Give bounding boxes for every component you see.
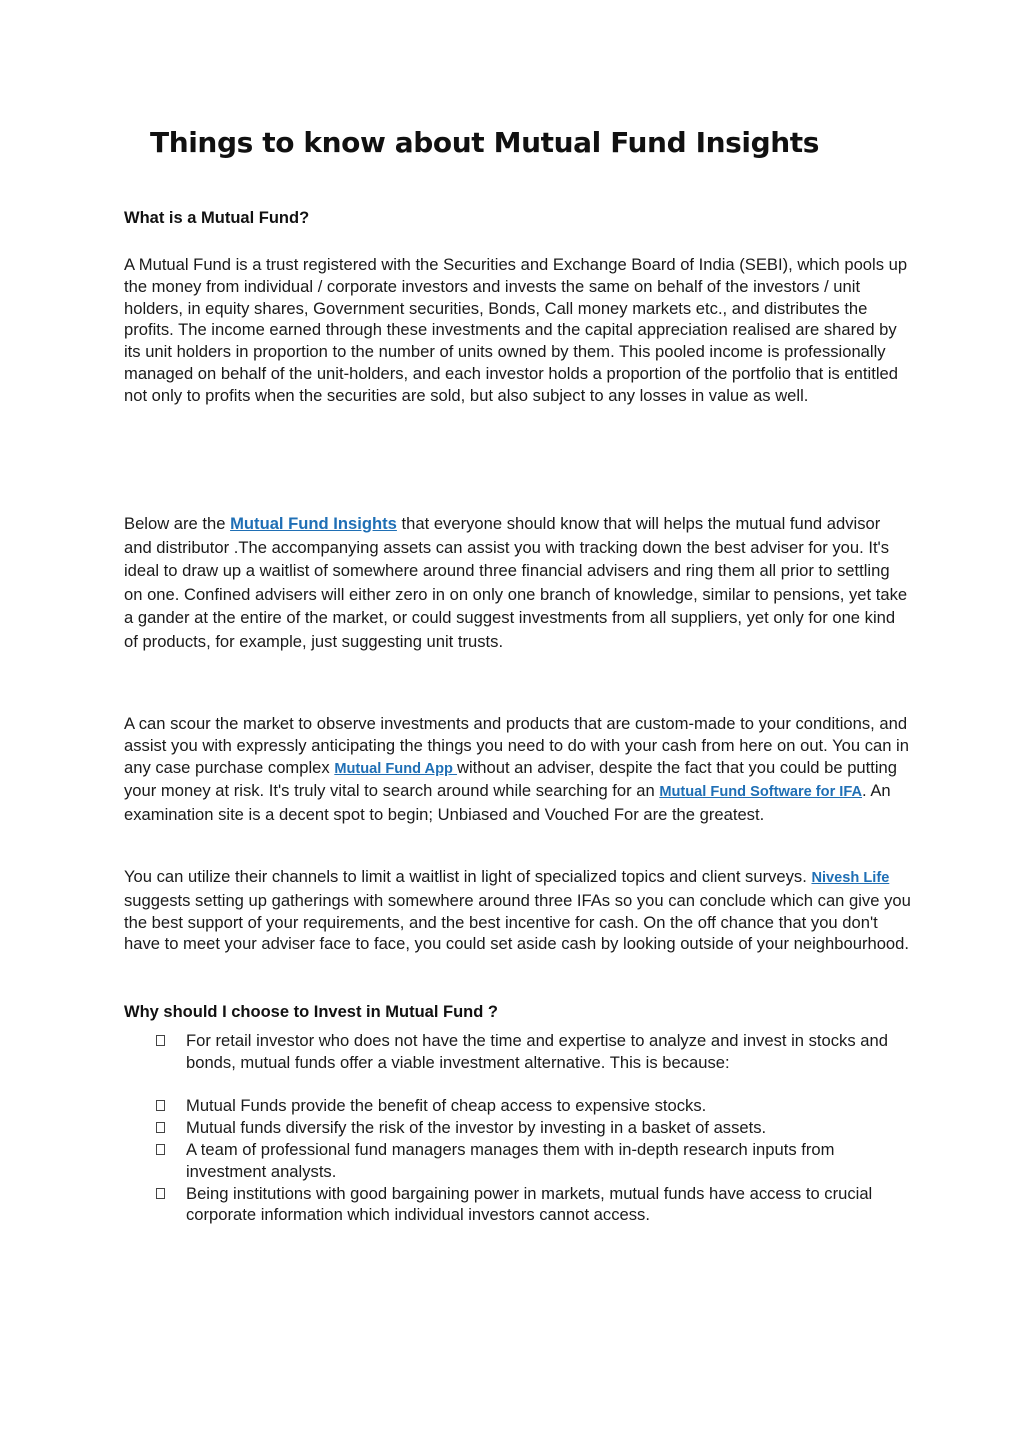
list-item-text: Being institutions with good bargaining power in markets, mutual funds have access to crucial corporate information which individual investors cannot access. <box>186 1183 873 1225</box>
scour-text-1: A can scour the market to observe investments and products that are custom-made to your conditions, and assist you with expressly anticipating the things you need to do with your cash from here on out. You can in any case purchase complex <box>124 714 909 777</box>
list-item <box>124 1030 914 1074</box>
nivesh-life-link[interactable]: Nivesh Life <box>811 870 890 886</box>
list-item-text: A team of professional fund managers manages them with in-depth research inputs from investment analysts. <box>186 1139 835 1181</box>
list-item-text: For retail investor who does not have the time and expertise to analyze and invest in stocks and bonds, mutual funds offer a viable investment alternative. This is because: <box>186 1031 888 1072</box>
scour-text-3: . An examination site is a decent spot to begin; Unbiased and Vouched For are the greatest. <box>124 781 891 825</box>
section-heading-what-is: What is a Mutual Fund? <box>124 209 310 227</box>
mutual-fund-app-link[interactable]: Mutual Fund App <box>334 760 457 777</box>
scour-paragraph <box>124 713 914 826</box>
bullet-box-icon <box>156 1100 165 1111</box>
list-item <box>124 1139 914 1183</box>
list-item-text: Mutual funds diversify the risk of the investor by investing in a basket of assets. <box>186 1118 767 1138</box>
insights-paragraph <box>124 512 909 653</box>
bullet-box-icon <box>156 1122 165 1133</box>
list-item <box>124 1183 914 1227</box>
insights-text-after: that everyone should know that will helps the mutual fund advisor and distributor .The accompanying assets can assist you with tracking down the best adviser for you. It's ideal to draw up a waitlist of somewhere around three financial advisers and ring them all prior to settling on one. Confined advisers will either zero in on only one branch of knowledge, similar to pensions, yet take a gander at the entire of the market, or could suggest investments from all suppliers, yet only for one kind of products, for example, just suggesting unit trusts. <box>124 514 908 651</box>
channels-text-1: You can utilize their channels to limit a waitlist in light of specialized topics and client surveys. <box>124 867 812 886</box>
channels-paragraph <box>124 866 914 955</box>
bullet-box-icon <box>156 1188 165 1199</box>
section-heading-why-invest: Why should I choose to Invest in Mutual Fund ? <box>124 1003 498 1021</box>
insights-text-before: Below are the <box>124 514 231 533</box>
channels-text-2: suggests setting up gatherings with somewhere around three IFAs so you can conclude which can give you the best support of your requirements, and the best incentive for cash. On the off chance that you don't have to meet your adviser face to face, you could set aside cash by looking outside of your neighbourhood. <box>124 890 911 954</box>
mutual-fund-insights-link[interactable]: Mutual Fund Insights <box>230 514 397 533</box>
mutual-fund-definition-paragraph: A Mutual Fund is a trust registered with the Securities and Exchange Board of India (SEBI), which pools up the money from individual / corporate investors and invests the same on behalf of the investors / unit holders, in equity shares, Government securities, Bonds, Call money markets etc., and distributes the profits. The income earned through these investments and the capital appreciation realised are shared by its unit holders in proportion to the number of units owned by them. This pooled income is professionally managed on behalf of the unit-holders, and each investor holds a proportion of the portfolio that is entitled not only to profits when the securities are sold, but also subject to any losses in value as well. <box>124 255 908 405</box>
scour-text-2: without an adviser, despite the fact that you could be putting your money at risk. It's truly vital to search around while searching for an <box>124 757 898 801</box>
page-title: Things to know about Mutual Fund Insights <box>150 126 820 159</box>
mutual-fund-software-link[interactable]: Mutual Fund Software for IFA <box>659 784 863 801</box>
list-item <box>124 1117 914 1139</box>
list-spacer <box>124 1074 914 1096</box>
list-item <box>124 1095 914 1117</box>
reasons-list <box>124 1030 914 1226</box>
bullet-box-icon <box>156 1035 165 1046</box>
list-item-text: Mutual Funds provide the benefit of cheap access to expensive stocks. <box>186 1096 707 1116</box>
bullet-box-icon <box>156 1144 165 1155</box>
